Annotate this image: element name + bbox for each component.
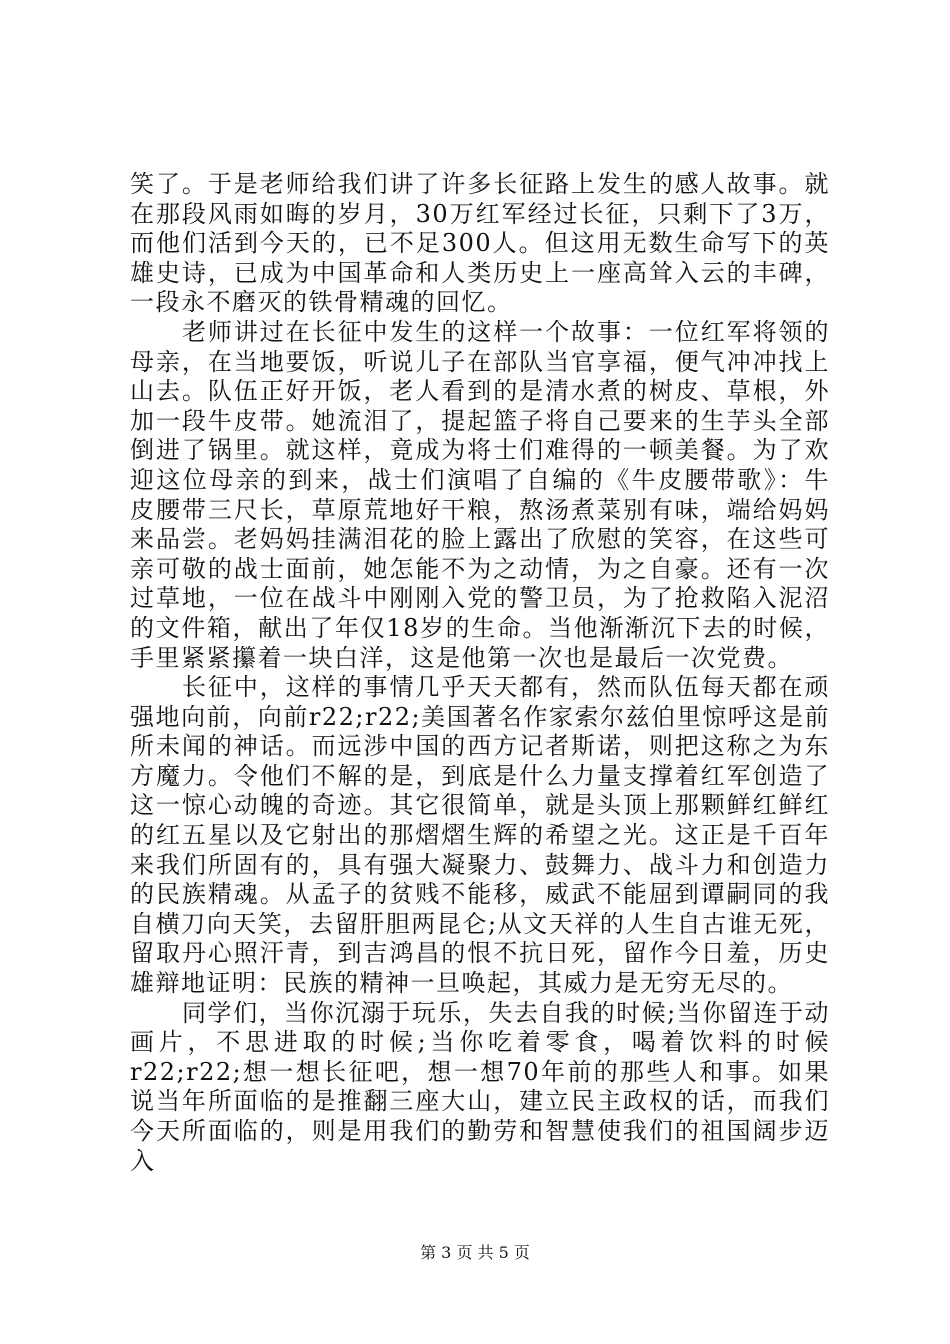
paragraph-2: 老师讲过在长征中发生的这样一个故事：一位红军将领的母亲，在当地要饭，听说儿子在部队当官享福，便气冲冲找上山去。队伍正好开饭，老人看到的是清水煮的树皮、草根，外加一段牛皮带。她流泪了，提起篮子将自己要来的生芋头全部倒进了锅里。就这样，竟成为将士们难得的一顿美餐。为了欢迎这位母亲的到来，战士们演唱了自编的《牛皮腰带歌》：牛皮腰带三尺长，草原荒地好干粮，熬汤煮菜别有味，端给妈妈来品尝。老妈妈挂满泪花的脸上露出了欣慰的笑容，在这些可亲可敬的战士面前，她怎能不为之动情，为之自豪。还有一次过草地，一位在战斗中刚刚入党的警卫员，为了抢救陷入泥沼的文件箱，献出了年仅18岁的生命。当他渐渐沉下去的时候，手里紧紧攥着一块白洋，这是他第一次也是最后一次党费。 [130,317,830,672]
document-body [130,170,830,1176]
page-number-footer: 第 3 页 共 5 页 [420,1243,530,1262]
paragraph-3: 长征中，这样的事情几乎天天都有，然而队伍每天都在顽强地向前，向前r22;r22;美国著名作家索尔兹伯里惊呼这是前所未闻的神话。而远涉中国的西方记者斯诺，则把这称之为东方魔力。令他们不解的是，到底是什么力量支撑着红军创造了这一惊心动魄的奇迹。其它很简单，就是头顶上那颗鲜红鲜红的红五星以及它射出的那熠熠生辉的希望之光。这正是千百年来我们所固有的，具有强大凝聚力、鼓舞力、战斗力和创造力的民族精魂。从孟子的贫贱不能移，威武不能屈到谭嗣同的我自横刀向天笑，去留肝胆两昆仑;从文天祥的人生自古谁无死，留取丹心照汗青，到吉鸿昌的恨不抗日死，留作今日羞，历史雄辩地证明：民族的精神一旦唤起，其威力是无穷无尽的。 [130,673,830,998]
paragraph-1: 笑了。于是老师给我们讲了许多长征路上发生的感人故事。就在那段风雨如晦的岁月，30万红军经过长征，只剩下了3万，而他们活到今天的，已不足300人。但这用无数生命写下的英雄史诗，已成为中国革命和人类历史上一座高耸入云的丰碑，一段永不磨灭的铁骨精魂的回忆。 [130,170,830,317]
paragraph-4: 同学们，当你沉溺于玩乐，失去自我的时候;当你留连于动画片，不思进取的时候;当你吃着零食，喝着饮料的时候r22;r22;想一想长征吧，想一想70年前的那些人和事。如果说当年所面临的是推翻三座大山，建立民主政权的话，而我们今天所面临的，则是用我们的勤劳和智慧使我们的祖国阔步迈入 [130,998,830,1175]
